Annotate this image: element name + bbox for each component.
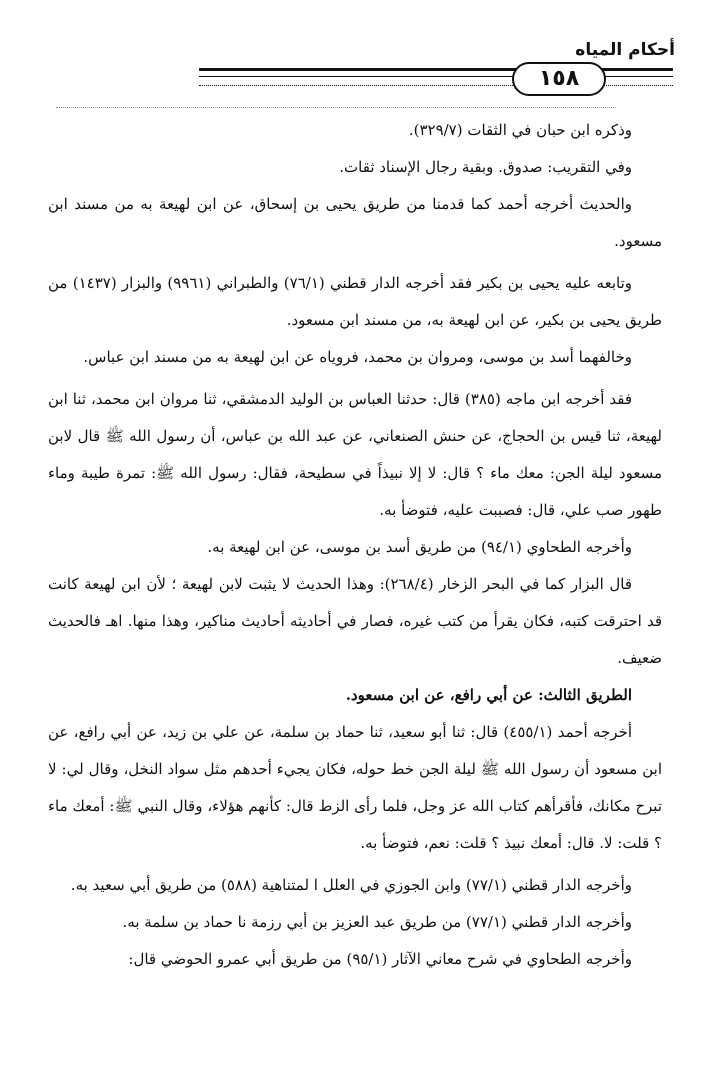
paragraph: وأخرجه الدار قطني (٧٧/١) وابن الجوزي في العلل ا لمتناهية (٥٨٨) من طريق أبي سعيد به. (70, 876, 632, 894)
paragraph: وأخرجه الطحاوي في شرح معاني الآثار (٩٥/١) من طريق أبي عمرو الحوضي قال: (128, 950, 632, 968)
paragraph: وتابعه عليه يحيى بن بكير فقد أخرجه الدار قطني (٧٦/١) والطبراني (٩٩٦١) والبزار (١٤٣٧) من طريق يحيى بن بكير، عن ابن لهيعة به، من مسند ابن مسعود. (48, 274, 662, 329)
book-title: أحكام المياه (575, 40, 675, 60)
paragraph: وفي التقريب: صدوق. وبقية رجال الإسناد ثقات. (339, 158, 632, 176)
paragraph: وخالفهما أسد بن موسى، ومروان بن محمد، فروياه عن ابن لهيعة به من مسند ابن عباس. (83, 348, 632, 366)
header-rule-lower (56, 107, 616, 108)
paragraph: وأخرجه الدار قطني (٧٧/١) من طريق عبد العزيز بن أبي رزمة نا حماد بن سلمة به. (122, 913, 632, 931)
paragraph: وأخرجه الطحاوي (٩٤/١) من طريق أسد بن موسى، عن ابن لهيعة به. (207, 538, 632, 556)
paragraph: أخرجه أحمد (٤٥٥/١) قال: ثنا أبو سعيد، ثنا حماد بن سلمة، عن علي بن زيد، عن أبي رافع، عن ابن مسعود أن رسول الله ﷺ ليلة الجن خط حوله، فكان يجيء أحدهم مثل سواد النخل، وقال لي: لا تبرح مكانك، فأقرأهم كتاب الله عز وجل، فلما رأى الزط قال: كأنهم هؤلاء، وقال النبي ﷺ: أمعك ماء ؟ قلت: لا. قال: أمعك نبيذ ؟ قلت: نعم، فتوضأ به. (48, 723, 662, 852)
section-heading: الطريق الثالث: عن أبي رافع، عن ابن مسعود. (345, 686, 632, 704)
page-body (48, 112, 662, 978)
page-number: ١٥٨ (512, 62, 606, 96)
paragraph: قال البزار كما في البحر الزخار (٢٦٨/٤): وهذا الحديث لا يثبت لابن لهيعة ؛ لأن ابن لهيعة كانت قد احترقت كتبه، فكان يقرأ من كتب غيره، فصار في أحاديثه أحاديث مناكير، وهذا منها. اهـ فالحديث ضعيف. (48, 575, 662, 667)
paragraph: فقد أخرجه ابن ماجه (٣٨٥) قال: حدثنا العباس بن الوليد الدمشقي، ثنا مروان ابن محمد، ثنا ابن لهيعة، ثنا قيس بن الحجاج، عن حنش الصنعاني، عن عبد الله بن عباس، أن رسول الله ﷺ قال لابن مسعود ليلة الجن: معك ماء ؟ قال: لا إلا نبيذاً في سطيحة، فقال: رسول الله ﷺ: تمرة طيبة وماء طهور صب علي، قال: فصببت عليه، فتوضأ به. (48, 390, 662, 519)
paragraph: وذكره ابن حبان في الثقات (٣٢٩/٧). (408, 121, 632, 139)
paragraph: والحديث أخرجه أحمد كما قدمنا من طريق يحيى بن إسحاق، عن ابن لهيعة به من مسند ابن مسعود. (48, 195, 662, 250)
page-header (0, 0, 703, 100)
